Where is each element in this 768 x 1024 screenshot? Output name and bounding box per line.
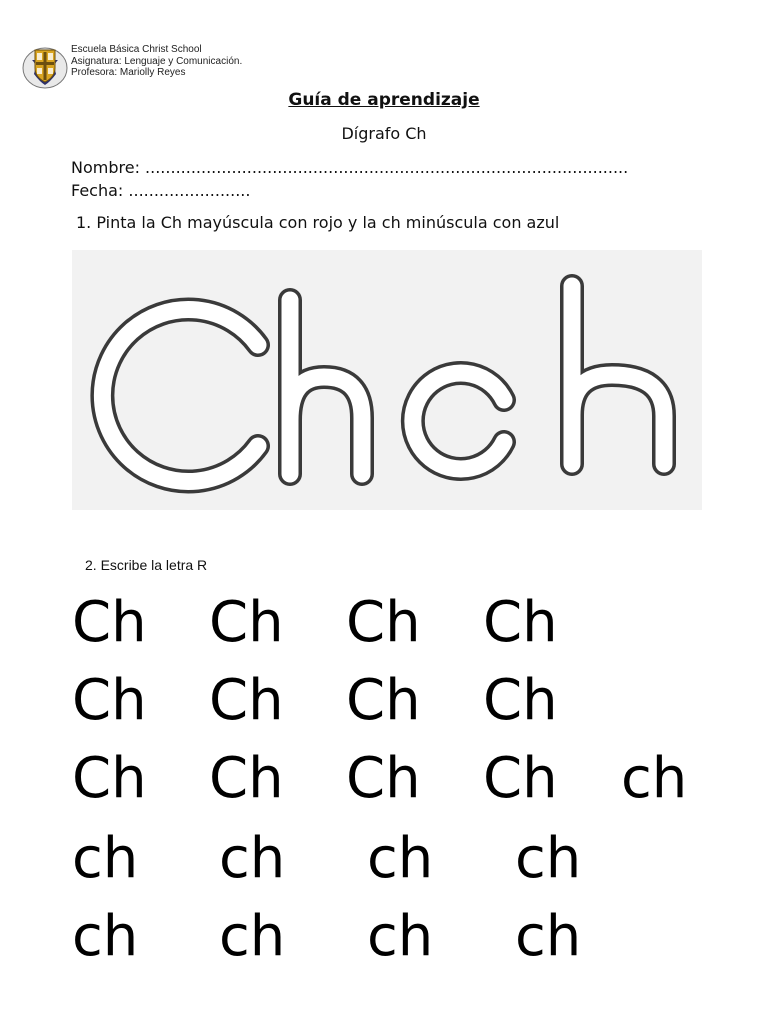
practice-letter: Ch [72, 668, 147, 733]
page-subtitle: Dígrafo Ch [341, 124, 427, 143]
school-name: Escuela Básica Christ School [71, 44, 202, 55]
school-crest-icon [22, 44, 68, 90]
practice-row-3 [0, 744, 768, 814]
practice-letter: Ch [346, 590, 421, 655]
practice-letter: Ch [483, 590, 558, 655]
outline-lowercase-c [413, 373, 504, 469]
practice-letter: ch [367, 826, 434, 891]
teacher-line: Profesora: Mariolly Reyes [71, 67, 186, 78]
page-title: Guía de aprendizaje [288, 90, 480, 110]
date-field: Fecha: ........................ [71, 181, 251, 200]
outline-letters-image [72, 250, 702, 510]
practice-letter: Ch [483, 668, 558, 733]
practice-letter: ch [219, 826, 286, 891]
practice-row-5 [0, 902, 768, 972]
school-logo [22, 44, 68, 90]
practice-letter: ch [72, 904, 139, 969]
practice-row-4 [0, 824, 768, 894]
school-info [71, 44, 242, 79]
practice-letter: ch [621, 746, 688, 811]
practice-letter: ch [367, 904, 434, 969]
practice-letter: Ch [483, 746, 558, 811]
practice-letter: ch [515, 904, 582, 969]
practice-letter: ch [515, 826, 582, 891]
practice-letter: Ch [346, 668, 421, 733]
practice-row-2 [0, 666, 768, 736]
practice-letter: Ch [72, 746, 147, 811]
practice-letter: Ch [209, 590, 284, 655]
instruction-1: 1. Pinta la Ch mayúscula con rojo y la ch minúscula con azul [76, 213, 560, 232]
practice-row-1 [0, 588, 768, 658]
outline-lowercase-h-1 [290, 300, 362, 474]
practice-letter: ch [219, 904, 286, 969]
instruction-2: 2. Escribe la letra R [85, 557, 208, 573]
practice-letter: Ch [209, 746, 284, 811]
practice-letter: Ch [72, 590, 147, 655]
outline-uppercase-c [102, 310, 258, 482]
name-field: Nombre: ............................................................................................... [71, 158, 629, 177]
practice-letter: Ch [346, 746, 421, 811]
outline-letters-graphic [72, 250, 702, 510]
practice-letter: Ch [209, 668, 284, 733]
outline-lowercase-h-2 [572, 286, 664, 464]
subject-line: Asignatura: Lenguaje y Comunicación. [71, 55, 243, 67]
practice-letter: ch [72, 826, 139, 891]
